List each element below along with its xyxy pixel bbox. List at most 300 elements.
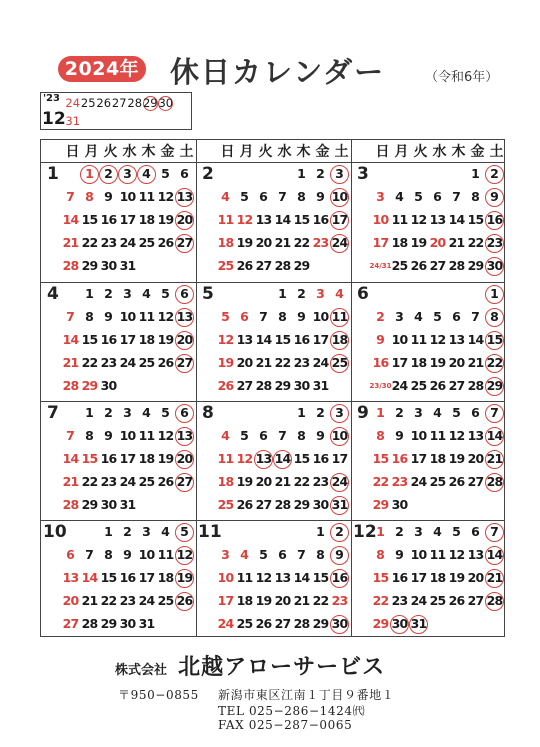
day: 5 — [452, 405, 461, 421]
holiday-day: 18 — [330, 331, 349, 350]
day: 15 — [81, 451, 98, 467]
week-row — [61, 210, 194, 231]
day: 6 — [259, 428, 268, 444]
empty-day — [428, 165, 447, 184]
day: 15 — [372, 451, 389, 467]
day: 18 — [217, 235, 234, 251]
week-row — [216, 307, 349, 328]
week-row — [371, 307, 504, 328]
day: 13 — [255, 212, 272, 228]
day: 2 — [376, 309, 385, 325]
empty-day — [61, 285, 80, 304]
day: 1 — [316, 524, 325, 540]
day: 12 — [429, 332, 446, 348]
day: 25 — [138, 355, 155, 371]
day: 6 — [180, 166, 189, 182]
day: 15 — [81, 212, 98, 228]
day: 19 — [255, 593, 272, 609]
week-row — [61, 472, 194, 493]
day: 12 — [157, 309, 174, 325]
day: 12 — [217, 332, 234, 348]
day: 1 — [104, 524, 113, 540]
day: 8 — [471, 189, 480, 205]
day: 5 — [433, 309, 442, 325]
empty-day — [137, 377, 156, 396]
day: 30 — [293, 378, 310, 394]
day: 4 — [335, 286, 344, 302]
week-row — [371, 284, 504, 305]
week-row — [216, 353, 349, 374]
empty-day — [216, 165, 235, 184]
day: 27 — [255, 258, 272, 274]
month-block — [196, 164, 351, 283]
day: 8 — [297, 428, 306, 444]
day: 26 — [448, 593, 465, 609]
week-row — [216, 403, 349, 424]
day: 22 — [293, 235, 310, 251]
day: 8 — [278, 309, 287, 325]
month-block — [196, 284, 351, 403]
day: 24 — [119, 355, 136, 371]
weekday-label: 木 — [451, 144, 466, 160]
prev-day: 30 — [158, 96, 174, 110]
prev-month-label: 12 — [42, 109, 66, 129]
weekday-label: 土 — [179, 144, 194, 160]
day: 11 — [429, 428, 446, 444]
week-row — [216, 568, 349, 589]
day: 27 — [429, 258, 446, 274]
day: 9 — [316, 428, 325, 444]
day: 10 — [138, 547, 155, 563]
day: 10 — [119, 428, 136, 444]
holiday-day: 16 — [330, 569, 349, 588]
empty-day — [371, 165, 390, 184]
weekday-label: 火 — [103, 144, 118, 160]
empty-day — [175, 377, 194, 396]
holiday-day: 8 — [485, 308, 504, 327]
day: 24 — [391, 378, 408, 394]
holiday-day: 27 — [175, 234, 194, 253]
day: 25 — [429, 593, 446, 609]
day: 5 — [240, 428, 249, 444]
weekday-label: 金 — [315, 144, 330, 160]
week-row — [371, 495, 504, 516]
day: 21 — [255, 355, 272, 371]
day: 12 — [410, 212, 427, 228]
day: 13 — [274, 570, 291, 586]
empty-day — [235, 165, 254, 184]
day: 20 — [448, 355, 465, 371]
empty-day — [428, 496, 447, 515]
empty-day — [175, 257, 194, 276]
week-row — [371, 256, 504, 277]
holiday-day: 3 — [330, 404, 349, 423]
empty-day — [273, 165, 292, 184]
week-row — [371, 545, 504, 566]
day: 31 — [312, 378, 329, 394]
day: 22 — [274, 355, 291, 371]
day: 23 — [391, 474, 408, 490]
day: 4 — [414, 309, 423, 325]
week-row — [216, 522, 349, 543]
telephone: TEL 025−286−1424㈹ — [218, 704, 366, 718]
day: 2 — [395, 524, 404, 540]
day: 21 — [293, 593, 310, 609]
day: 22 — [81, 235, 98, 251]
day: 17 — [372, 235, 389, 251]
day: 16 — [100, 332, 117, 348]
empty-day — [330, 257, 349, 276]
day: 7 — [259, 309, 268, 325]
day: 21 — [62, 474, 79, 490]
prev-week-row — [65, 112, 81, 130]
day: 28 — [62, 378, 79, 394]
month-block — [351, 164, 506, 283]
day: 23 — [312, 474, 329, 490]
day: 21 — [274, 474, 291, 490]
day: 7 — [471, 309, 480, 325]
day: 14 — [81, 570, 98, 586]
day: 29 — [372, 616, 389, 632]
day: 22 — [100, 593, 117, 609]
day: 10 — [217, 570, 234, 586]
day: 30 — [100, 378, 117, 394]
holiday-day: 17 — [330, 211, 349, 230]
weekday-label: 木 — [141, 144, 156, 160]
empty-day — [156, 496, 175, 515]
day: 19 — [157, 332, 174, 348]
holiday-day: 14 — [273, 450, 292, 469]
week-row — [371, 522, 504, 543]
day: 24 — [410, 474, 427, 490]
day: 24 — [119, 474, 136, 490]
empty-day — [273, 404, 292, 423]
day: 6 — [452, 309, 461, 325]
day: 9 — [123, 547, 132, 563]
empty-day — [235, 404, 254, 423]
day: 7 — [278, 428, 287, 444]
week-row — [61, 449, 194, 470]
empty-day — [409, 496, 428, 515]
day: 7 — [452, 189, 461, 205]
day: 3 — [376, 189, 385, 205]
day: 16 — [391, 570, 408, 586]
day: 20 — [467, 451, 484, 467]
day: 2 — [316, 405, 325, 421]
day: 12 — [236, 212, 253, 228]
empty-day — [254, 523, 273, 542]
week-row — [61, 376, 194, 397]
week-row — [216, 256, 349, 277]
week-row — [216, 495, 349, 516]
week-row — [216, 284, 349, 305]
day: 15 — [81, 332, 98, 348]
day: 24 — [410, 593, 427, 609]
day: 20 — [236, 355, 253, 371]
holiday-day: 13 — [175, 427, 194, 446]
weekday-label: 火 — [413, 144, 428, 160]
day: 27 — [467, 593, 484, 609]
holiday-day: 27 — [175, 473, 194, 492]
holiday-day: 14 — [485, 427, 504, 446]
day: 26 — [157, 474, 174, 490]
day: 28 — [448, 258, 465, 274]
day: 9 — [376, 332, 385, 348]
empty-day — [466, 496, 485, 515]
day: 10 — [410, 547, 427, 563]
day: 21 — [81, 593, 98, 609]
day: 17 — [119, 212, 136, 228]
prev-day: 24 — [65, 96, 81, 110]
day: 11 — [217, 212, 234, 228]
day: 16 — [372, 355, 389, 371]
day: 3 — [123, 405, 132, 421]
empty-day — [466, 615, 485, 634]
day: 2 — [395, 405, 404, 421]
day: 23 — [331, 593, 348, 609]
empty-day — [292, 523, 311, 542]
day: 18 — [429, 451, 446, 467]
week-row — [371, 233, 504, 254]
holiday-day: 19 — [175, 569, 194, 588]
week-row — [216, 591, 349, 612]
day: 13 — [236, 332, 253, 348]
week-row — [61, 568, 194, 589]
year-badge: 2024年 — [58, 56, 146, 82]
day: 21 — [274, 235, 291, 251]
weekday-label: 月 — [84, 144, 99, 160]
day: 18 — [138, 212, 155, 228]
day: 8 — [85, 309, 94, 325]
week-row — [371, 449, 504, 470]
month-number: 6 — [357, 284, 369, 304]
day: 23 — [312, 235, 329, 251]
day: 5 — [161, 286, 170, 302]
week-row — [371, 591, 504, 612]
day: 13 — [448, 332, 465, 348]
empty-day — [175, 496, 194, 515]
week-row — [371, 353, 504, 374]
holiday-day: 27 — [175, 354, 194, 373]
prev-year-label: '23 — [43, 93, 60, 104]
week-row — [216, 210, 349, 231]
week-row — [61, 426, 194, 447]
empty-day — [273, 523, 292, 542]
day: 2 — [316, 166, 325, 182]
holiday-day: 31 — [409, 615, 428, 634]
empty-day — [80, 523, 99, 542]
day: 17 — [119, 332, 136, 348]
empty-day — [330, 377, 349, 396]
prev-day: 25 — [80, 96, 96, 110]
fax: FAX 025−287−0065 — [218, 718, 353, 732]
day: 5 — [452, 524, 461, 540]
day: 6 — [278, 547, 287, 563]
day: 25 — [138, 235, 155, 251]
calendar-title: 休日カレンダー — [170, 55, 386, 89]
empty-day — [466, 285, 485, 304]
day: 21 — [62, 355, 79, 371]
day: 5 — [414, 189, 423, 205]
day: 20 — [255, 474, 272, 490]
empty-day — [61, 523, 80, 542]
month-number: 12 — [353, 522, 377, 542]
day: 18 — [138, 451, 155, 467]
day: 2 — [123, 524, 132, 540]
holiday-day: 26 — [175, 592, 194, 611]
holiday-day: 29 — [485, 377, 504, 396]
prev-day: 28 — [127, 96, 143, 110]
empty-day — [447, 496, 466, 515]
day: 28 — [293, 616, 310, 632]
day: 26 — [255, 616, 272, 632]
empty-day — [235, 285, 254, 304]
day: 7 — [66, 189, 75, 205]
day: 13 — [62, 570, 79, 586]
day: 27 — [255, 497, 272, 513]
week-row — [216, 449, 349, 470]
day: 18 — [429, 570, 446, 586]
day: 18 — [391, 235, 408, 251]
day: 11 — [217, 451, 234, 467]
week-row — [216, 426, 349, 447]
day: 4 — [433, 524, 442, 540]
empty-day — [156, 615, 175, 634]
holiday-day: 11 — [330, 308, 349, 327]
holiday-day: 21 — [485, 569, 504, 588]
day: 25 — [391, 258, 408, 274]
holiday-day: 1 — [80, 165, 99, 184]
day: 4 — [240, 547, 249, 563]
day: 15 — [467, 212, 484, 228]
week-row — [61, 495, 194, 516]
week-row — [61, 256, 194, 277]
day: 4 — [221, 428, 230, 444]
holiday-day: 3 — [118, 165, 137, 184]
empty-day — [216, 404, 235, 423]
day: 20 — [429, 235, 446, 251]
empty-day — [235, 523, 254, 542]
day: 10 — [119, 189, 136, 205]
day: 19 — [157, 212, 174, 228]
day: 20 — [467, 570, 484, 586]
week-row — [371, 472, 504, 493]
day: 4 — [161, 524, 170, 540]
empty-day — [485, 615, 504, 634]
empty-day — [118, 377, 137, 396]
day: 6 — [259, 189, 268, 205]
holiday-day: 2 — [99, 165, 118, 184]
day: 21 — [62, 235, 79, 251]
day: 8 — [316, 547, 325, 563]
day: 20 — [255, 235, 272, 251]
empty-day — [390, 165, 409, 184]
day: 1 — [85, 286, 94, 302]
day: 4 — [395, 189, 404, 205]
weekday-label: 日 — [220, 144, 235, 160]
day: 28 — [62, 497, 79, 513]
day: 19 — [448, 451, 465, 467]
week-row — [61, 614, 194, 635]
holiday-day: 6 — [175, 404, 194, 423]
day: 12 — [255, 570, 272, 586]
holiday-day: 2 — [485, 165, 504, 184]
holiday-day: 30 — [390, 615, 409, 634]
day: 16 — [312, 212, 329, 228]
week-row — [61, 522, 194, 543]
day: 24 — [138, 593, 155, 609]
holiday-day: 20 — [175, 450, 194, 469]
month-number: 7 — [47, 403, 59, 423]
day: 8 — [104, 547, 113, 563]
day: 16 — [391, 451, 408, 467]
week-row — [216, 545, 349, 566]
empty-day — [61, 165, 80, 184]
day: 12 — [448, 547, 465, 563]
holiday-day: 4 — [137, 165, 156, 184]
day: 5 — [221, 309, 230, 325]
holiday-day: 30 — [330, 615, 349, 634]
day: 20 — [274, 593, 291, 609]
empty-day — [216, 285, 235, 304]
day: 2 — [104, 286, 113, 302]
era-label: （令和6年） — [425, 70, 499, 85]
day: 18 — [138, 332, 155, 348]
day: 10 — [391, 332, 408, 348]
day: 22 — [372, 474, 389, 490]
day: 3 — [395, 309, 404, 325]
row-divider — [41, 162, 504, 163]
month-block — [196, 403, 351, 522]
day: 12 — [157, 189, 174, 205]
week-row — [61, 307, 194, 328]
holiday-day: 20 — [175, 331, 194, 350]
empty-day — [254, 285, 273, 304]
day: 24 — [119, 235, 136, 251]
day: 5 — [161, 166, 170, 182]
day: 21 — [448, 235, 465, 251]
holiday-day: 7 — [485, 404, 504, 423]
day: 7 — [66, 428, 75, 444]
day: 14 — [448, 212, 465, 228]
month-block — [351, 403, 506, 522]
day: 1 — [85, 405, 94, 421]
day: 16 — [293, 332, 310, 348]
day: 12 — [157, 428, 174, 444]
day: 8 — [376, 547, 385, 563]
day: 13 — [467, 428, 484, 444]
weekday-label: 日 — [65, 144, 80, 160]
holiday-day: 16 — [485, 211, 504, 230]
day: 9 — [297, 309, 306, 325]
empty-day — [409, 285, 428, 304]
day: 15 — [100, 570, 117, 586]
day: 9 — [316, 189, 325, 205]
day: 13 — [467, 547, 484, 563]
month-number: 3 — [357, 164, 369, 184]
day: 7 — [297, 547, 306, 563]
weekday-label: 木 — [296, 144, 311, 160]
day: 1 — [297, 405, 306, 421]
day: 7 — [66, 309, 75, 325]
day: 25 — [138, 474, 155, 490]
holiday-day: 13 — [254, 450, 273, 469]
day: 29 — [81, 378, 98, 394]
day: 22 — [467, 235, 484, 251]
holiday-day: 30 — [485, 257, 504, 276]
day: 6 — [471, 524, 480, 540]
day: 23 — [119, 593, 136, 609]
